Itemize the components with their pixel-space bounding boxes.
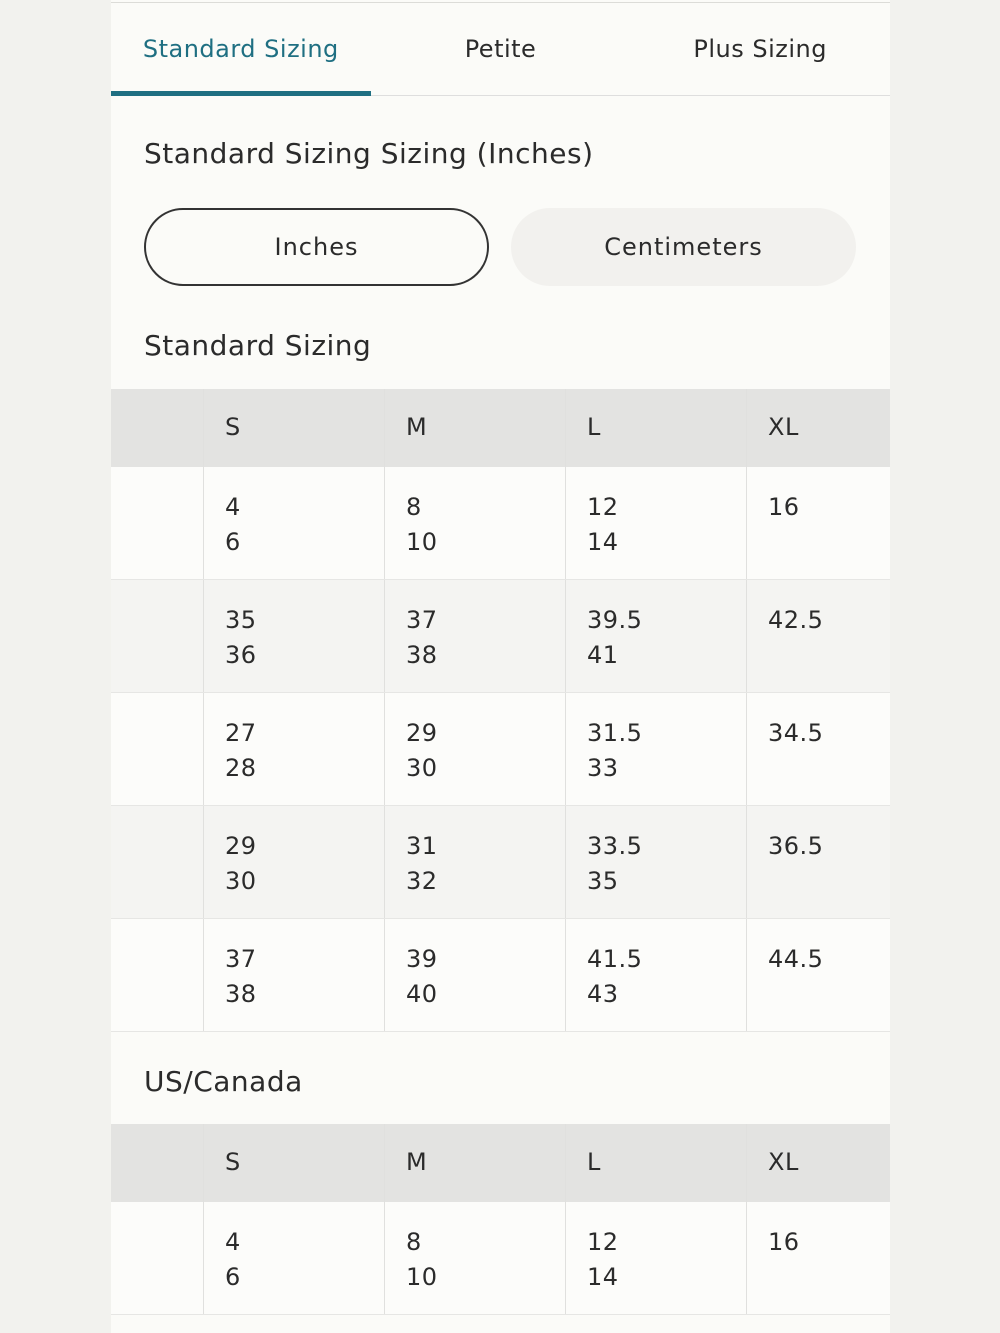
table-cell: 36.5 <box>746 806 890 918</box>
table-cell: 33.5 35 <box>565 806 746 918</box>
standard-sizing-table <box>111 389 890 1032</box>
inches-button[interactable]: Inches <box>144 208 489 286</box>
row-label-cell <box>111 580 203 692</box>
table-row <box>111 693 890 806</box>
tab-petite[interactable]: Petite <box>464 35 537 63</box>
size-category-tabs <box>111 3 890 96</box>
table-cell: 29 30 <box>384 693 565 805</box>
table-cell: 16 <box>746 1202 890 1314</box>
table-row <box>111 580 890 693</box>
column-header-l: L <box>565 1124 746 1202</box>
table-header-row <box>111 1124 890 1202</box>
page-title: Standard Sizing Sizing (Inches) <box>144 137 594 170</box>
column-header-s: S <box>203 389 384 467</box>
header-empty-cell <box>111 1124 203 1202</box>
us-canada-table <box>111 1124 890 1315</box>
size-chart-panel <box>111 0 890 1333</box>
table-row <box>111 806 890 919</box>
row-label-cell <box>111 467 203 579</box>
us-canada-table-title: US/Canada <box>144 1065 303 1098</box>
row-label-cell <box>111 1202 203 1314</box>
table-cell: 41.5 43 <box>565 919 746 1031</box>
table-cell: 44.5 <box>746 919 890 1031</box>
column-header-m: M <box>384 389 565 467</box>
header-empty-cell <box>111 389 203 467</box>
table-cell: 37 38 <box>203 919 384 1031</box>
table-cell: 12 14 <box>565 1202 746 1314</box>
table-cell: 31 32 <box>384 806 565 918</box>
table-cell: 35 36 <box>203 580 384 692</box>
row-label-cell <box>111 693 203 805</box>
column-header-xl: XL <box>746 389 890 467</box>
table-cell: 31.5 33 <box>565 693 746 805</box>
table-row <box>111 1202 890 1315</box>
row-label-cell <box>111 806 203 918</box>
table-cell: 4 6 <box>203 467 384 579</box>
table-cell: 39.5 41 <box>565 580 746 692</box>
tab-plus-sizing[interactable]: Plus Sizing <box>693 35 827 63</box>
table-cell: 39 40 <box>384 919 565 1031</box>
column-header-xl: XL <box>746 1124 890 1202</box>
table-cell: 8 10 <box>384 467 565 579</box>
table-cell: 16 <box>746 467 890 579</box>
unit-toggle <box>144 208 856 286</box>
table-cell: 4 6 <box>203 1202 384 1314</box>
centimeters-button[interactable]: Centimeters <box>511 208 856 286</box>
tab-standard-sizing[interactable]: Standard Sizing <box>111 3 371 95</box>
table-cell: 12 14 <box>565 467 746 579</box>
table-row <box>111 467 890 580</box>
table-cell: 37 38 <box>384 580 565 692</box>
column-header-s: S <box>203 1124 384 1202</box>
table-cell: 29 30 <box>203 806 384 918</box>
column-header-l: L <box>565 389 746 467</box>
table-row <box>111 919 890 1032</box>
table-cell: 27 28 <box>203 693 384 805</box>
standard-sizing-table-title: Standard Sizing <box>144 329 372 362</box>
table-cell: 34.5 <box>746 693 890 805</box>
table-header-row <box>111 389 890 467</box>
row-label-cell <box>111 919 203 1031</box>
table-cell: 42.5 <box>746 580 890 692</box>
table-cell: 8 10 <box>384 1202 565 1314</box>
column-header-m: M <box>384 1124 565 1202</box>
